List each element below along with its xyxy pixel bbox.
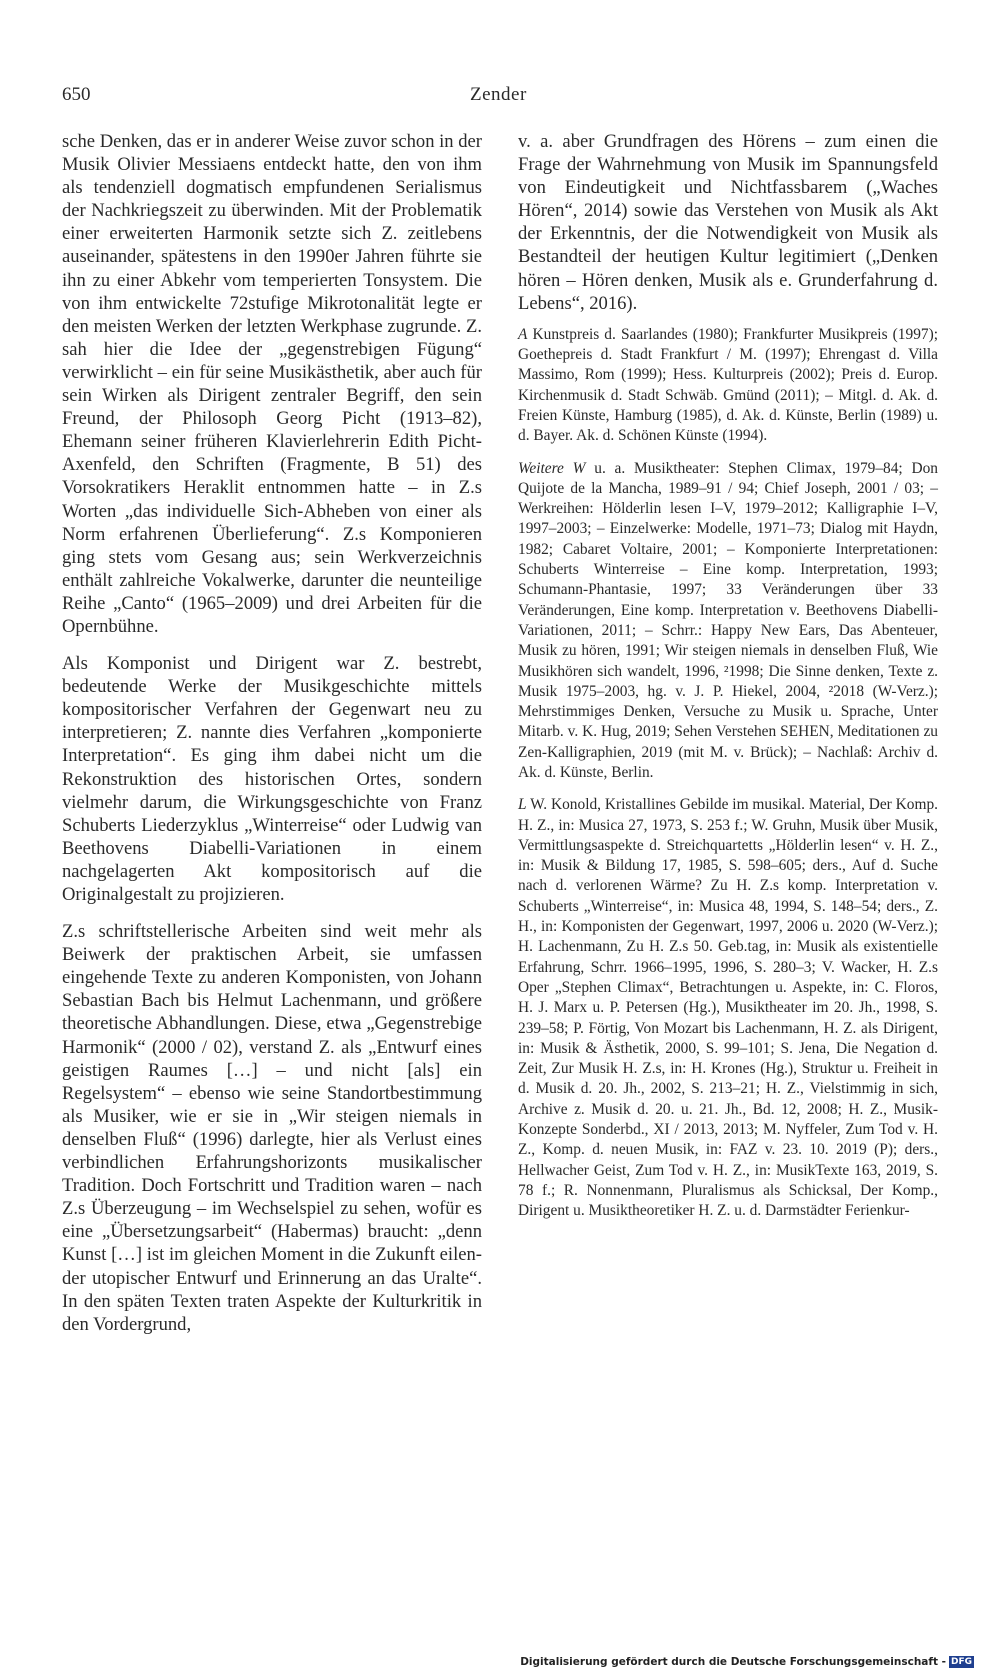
left-column <box>62 130 482 1350</box>
digitization-footer <box>520 1656 974 1668</box>
literature-section <box>518 795 938 1221</box>
awards-section <box>518 325 938 447</box>
body-paragraph: sche Denken, das er in anderer Weise zuvor schon in der Musik Olivier Messiaens entdeckt hatte, den von ihm als tendenziell dogmatisch empfundenen Serialismus der Nachkriegszeit zu überwinden. Mit der Problematik einer erweiterten Harmonik setzte sich Z. zeitlebens auseinander, spätestens in den 1990er Jahren führte sie ihn zu einer Abkehr vom temperierten Tonsystem. Die von ihm entwickelte 72stufige Mikrotonalität legte er den meisten Werken der letzten Werkphase zugrunde. Z. sah hier die Idee der „gegenstrebigen Fügung“ verwirklicht – ein für seine Musikästhetik, aber auch für sein Wirken als Dirigent zentraler Begriff, den sein Freund, der Philosoph Georg Picht (1913–82), Ehemann seiner früheren Klavierlehrerin Edith Picht-Axenfeld, den Schriften (Fragmente, B 51) des Vorsokratikers Heraklit entnommen hatte – in Z.s Worten „das individuelle Sich-Abheben von einer als Norm erfahrenen Überlieferung“. Z.s Komponieren ging stets vom Gesang aus; sein Werkverzeichnis enthält zahlreiche Vokalwerke, darunter die neunteilige Reihe „Canto“ (1965–2009) und drei Arbeiten für die Opernbühne. <box>62 131 482 637</box>
body-paragraph: v. a. aber Grundfragen des Hörens – zum einen die Frage der Wahrnehmung von Musik im Spannungsfeld von Eindeutigkeit und Nichtfassbarem („Waches Hören“, 2014) sowie das Verstehen von Musik als Akt der Erkenntnis, der die Notwendigkeit von Musik als Bestandteil der heutigen Kultur legitimiert („Denken hören – Hören denken, Musik als e. Grunderfahrung d. Lebens“, 2016). <box>518 131 938 314</box>
digitization-note: Digitalisierung gefördert durch die Deutsche Forschungsgemeinschaft - <box>520 1656 946 1668</box>
dfg-logo: DFG <box>950 1657 972 1667</box>
works-section <box>518 459 938 784</box>
works-marker: Weitere W <box>518 459 586 477</box>
literature-marker: L <box>518 796 527 814</box>
body-paragraph: Als Komponist und Dirigent war Z. bestrebt, bedeutende Werke der Musikgeschichte mittels kompositorischer Verfahren der Gegenwart neu zu interpretieren; Z. nannte dies Verfahren „komponierte Interpretation“. Es ging ihm dabei nicht um die Rekonstruktion des historischen Ortes, sondern vielmehr darum, die Wirkungsgeschichte von Franz Schuberts Liederzyklus „Winterreise“ oder Ludwig van Beethovens Diabelli-Variationen in einem nachgelagerten Akt kompositorisch auf die Originalgestalt zu projizieren. <box>62 653 482 905</box>
running-head: Zender <box>470 84 527 105</box>
works-text: u. a. Musiktheater: Stephen Climax, 1979–84; Don Quijote de la Mancha, 1989–91 / 94; Chief Joseph, 2001 / 03; – Werkreihen: Hölderlin lesen I–V, 1979–2012; Kalligraphie I–V, 1997–2003; – Einzelwerke: Modelle, 1971–73; Dialog mit Haydn, 1982; Cabaret Voltaire, 2001; – Komponierte Interpretationen: Schuberts Winterreise – Eine komp. Interpretation, 1993; Schumann-Phantasie, 1997; 33 Veränderungen über 33 Veränderungen, Eine komp. Interpretation v. Beethovens Diabelli-Variationen, 2011; – Schrr.: Happy New Ears, Das Abenteuer, Musik zu hören, 1991; Wir steigen niemals in denselben Fluß, Wie Musikhören sich wandelt, 1996, ²1998; Die Sinne denken, Texte z. Musik 1975–2003, hg. v. J. P. Hiekel, 2004, ²2018 (W-Verz.); Mehrstimmiges Denken, Versuche zu Musik u. Sprache, Unter Mitarb. v. K. Hug, 2019; Sehen Verstehen SEHEN, Meditationen zu Zen-Kalligraphien, 2019 (mit M. v. Brück); – Nachlaß: Archiv d. Ak. d. Künste, Berlin. <box>518 459 938 781</box>
page-number: 650 <box>62 84 91 105</box>
awards-text: Kunstpreis d. Saarlandes (1980); Frankfurter Musikpreis (1997); Goethepreis d. Stadt Frankfurt / M. (1997); Ehrengast d. Villa Massimo, Rom (1999); Hess. Kulturpreis (2002); Preis d. Europ. Kirchenmusik d. Stadt Schwäb. Gmünd (2011); – Mitgl. d. Ak. d. Freien Künste, Hamburg (1985), d. Ak. d. Künste, Berlin (1989) u. d. Bayer. Ak. d. Schönen Künste (1994). <box>518 325 938 445</box>
right-column <box>518 130 938 1234</box>
literature-text: W. Konold, Kristallines Gebilde im musikal. Material, Der Komp. H. Z., in: Musica 27, 1973, S. 253 f.; W. Gruhn, Musik über Musik, Vermittlungsaspekte d. Streichquartetts „Hölderlin lesen“ v. H. Z., in: Musik & Bildung 17, 1985, S. 598–605; ders., Auf d. Suche nach d. verlorenen Wärme? Zu H. Z.s komp. Interpretation v. Schuberts „Winterreise“, in: Musica 48, 1994, S. 148–54; ders., Z. H., in: Komponisten der Gegenwart, 1997, 2006 u. 2020 (W-Verz.); H. Lachenmann, Zu H. Z.s 50. Geb.tag, in: Musik als existentielle Erfahrung, Schrr. 1966–1995, 1996, S. 280–3; V. Wacker, H. Z.s Oper „Stephen Climax“, Betrachtungen u. Aspekte, in: C. Floros, H. J. Marx u. P. Petersen (Hg.), Musiktheater im 20. Jh., 1998, S. 239–58; P. Förtig, Von Mozart bis Lachenmann, H. Z. als Dirigent, in: Musik & Ästhetik, 2000, S. 99–101; S. Jena, Die Negation d. Zeit, Zur Musik H. Z.s, in: H. Krones (Hg.), Struktur u. Freiheit in d. Musik d. 20. Jh., 2002, S. 213–21; H. Z., Vielstimmig in sich, Archive z. Musik d. 20. u. 21. Jh., Bd. 12, 2008; H. Z., Musik-Konzepte Sonderbd., XI / 2013, 2013; M. Nyffeler, Zum Tod v. H. Z., Komp. d. neuen Musik, in: FAZ v. 23. 10. 2019 (P); ders., Hellwacher Geist, Zum Tod v. H. Z., in: MusikTexte 163, 2019, S. 78 f.; R. Nonnenmann, Pluralismus als Schicksal, Der Komp., Dirigent u. Musiktheoretiker H. Z. u. d. Darmstädter Ferienkur- <box>518 796 938 1220</box>
body-paragraph: Z.s schriftstellerische Arbeiten sind weit mehr als Beiwerk der praktischen Arbeit, sie umfassen eingehende Texte zu anderen Komponisten, von Johann Sebastian Bach bis Helmut Lachenmann, und größere theoretische Abhandlungen. Diese, etwa „Gegenstrebige Harmonik“ (2000 / 02), verstand Z. als „Entwurf eines geistigen Raumes […] – und nicht [als] ein Regelsystem“ – ebenso wie seine Standortbestimmung als Musiker, wie er sie in „Wir steigen niemals in denselben Fluß“ (1996) darlegte, hier als Verlust eines verbindlichen Erfahrungshorizonts musikalischer Tradition. Doch Fortschritt und Tradition waren – nach Z.s Überzeugung – im Wechselspiel zu sehen, wofür es eine „Übersetzungsarbeit“ (Habermas) braucht: „denn Kunst […] ist im gleichen Moment in die Zukunft eilender utopischer Entwurf und Erinnerung an das Uralte“. In den späten Texten traten Aspekte der Kulturkritik in den Vordergrund, <box>62 921 482 1335</box>
awards-marker: A <box>518 325 528 343</box>
